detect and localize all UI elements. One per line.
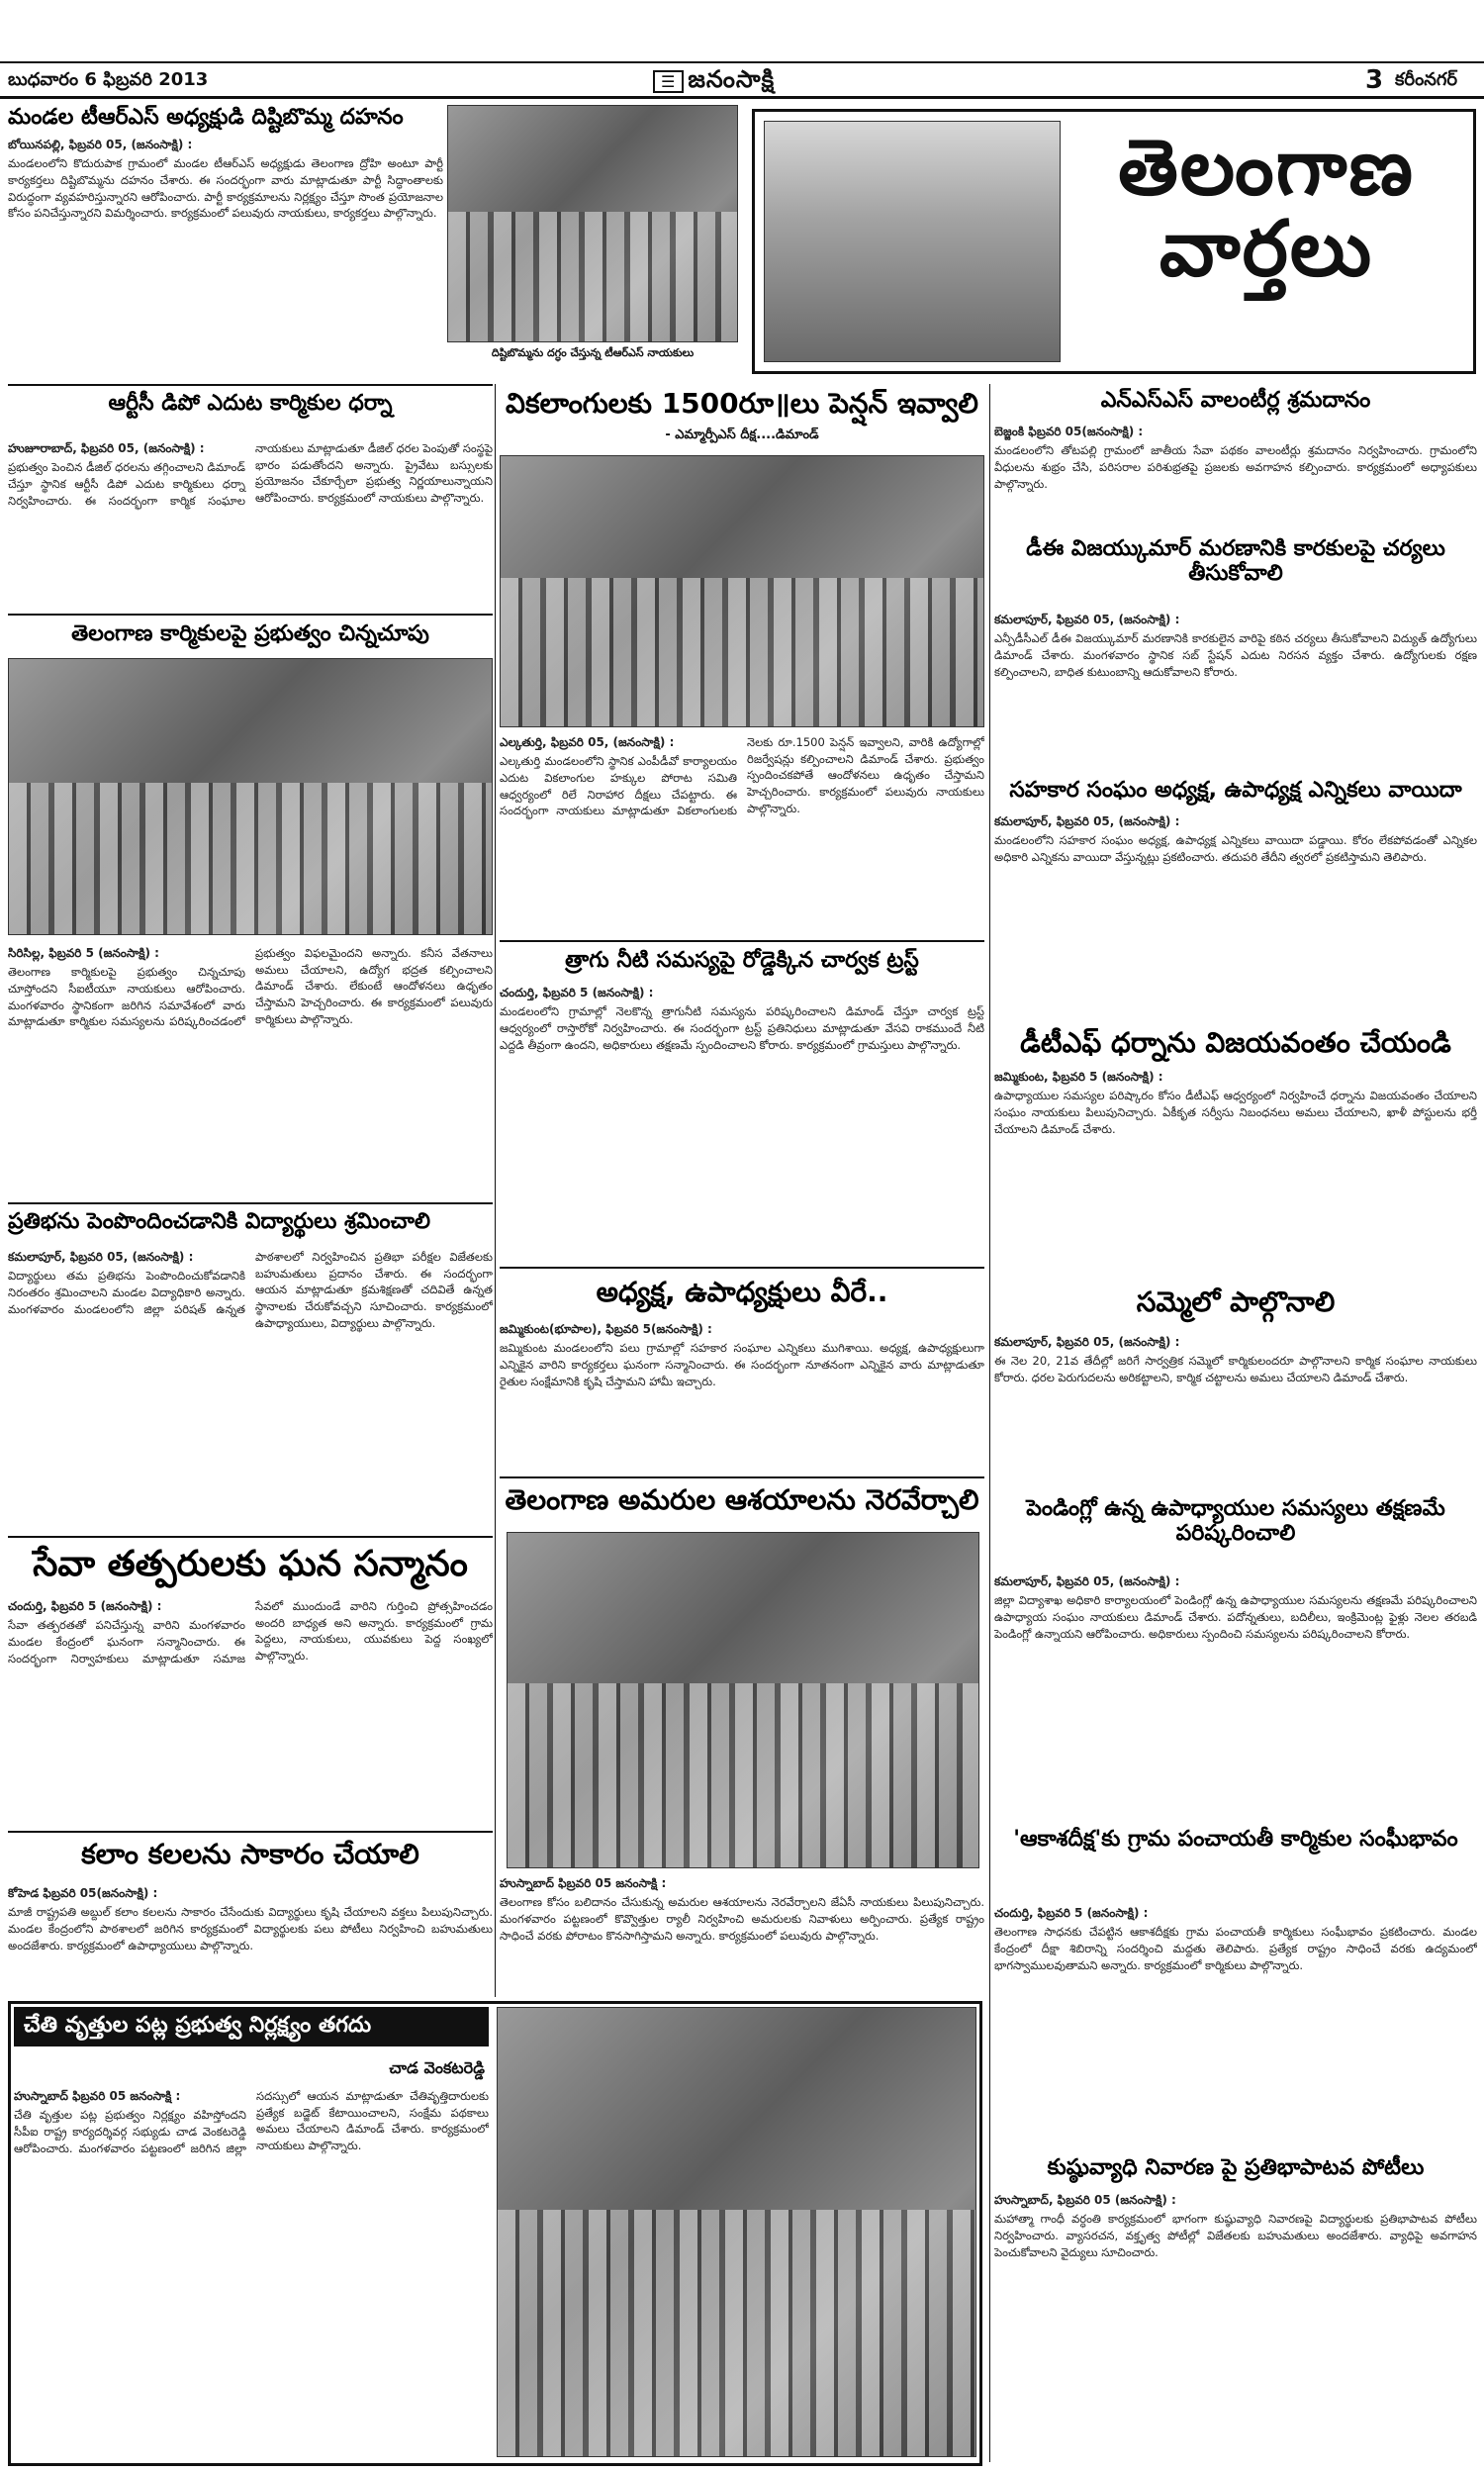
- article-text: మండలంలోని గ్రామాల్లో నెలకొన్న త్రాగునీటి సమస్యను పరిష్కరించాలని డిమాండ్ చేస్తూ చార్వక ట్రస్ట్ ఆధ్వర్యంలో రాస్తారోకో నిర్వహించారు. ఈ సందర్భంగా ట్రస్ట్ ప్రతినిధులు మాట్లాడుతూ వేసవి రాకముందే నీటి ఎద్దడి తీవ్రంగా ఉందని, అధికారులు తక్షణమే స్పందించాలని కోరారు. కార్యక్రమంలో గ్రామస్తులు పాల్గొన్నారు.: [500, 1004, 984, 1052]
- divider: [8, 384, 493, 386]
- article-text: మండలంలోని సహకార సంఘం అధ్యక్ష, ఉపాధ్యక్ష ఎన్నికలు వాయిదా పడ్డాయి. కోరం లేకపోవడంతో ఎన్నికల అధికారి ఎన్నికను వాయిదా వేస్తున్నట్లు ప్రకటించారు. తదుపరి తేదీని త్వరలో ప్రకటిస్తామని తెలిపారు.: [994, 833, 1477, 865]
- logo-mark-icon: ☰: [653, 70, 684, 93]
- article-headline: ప్రతిభను పెంపొందించడానికి విద్యార్థులు శ్రమించాలి: [8, 1209, 430, 1234]
- article-body: [994, 424, 1477, 530]
- article-headline: వికలాంగులకు 1500రూ॥లు పెన్షన్ ఇవ్వాలి: [506, 387, 978, 420]
- article-dateline: చందుర్తి, ఫిబ్రవరి 5 (జనంసాక్షి) :: [8, 1599, 162, 1613]
- article-headline: తెలంగాణ కార్మికులపై ప్రభుత్వం చిన్నచూపు: [71, 621, 429, 646]
- article-headline: కుష్ఠువ్యాధి నివారణ పై ప్రతిభాపాటవ పోటీలు: [1047, 2155, 1425, 2180]
- article-dateline: కమలాపూర్, ఫిబ్రవరి 05, (జనంసాక్షి) :: [994, 1335, 1180, 1349]
- divider: [8, 1831, 493, 1833]
- article-body: [500, 1321, 984, 1470]
- candle-rally-photo: [507, 1532, 979, 1868]
- column-rule: [495, 384, 496, 1997]
- article-headline: సమ్మెలో పాల్గొనాలి: [1136, 1285, 1336, 1318]
- effigy-photo: [447, 105, 738, 342]
- article-headline: కలాం కలలను సాకారం చేయాలి: [81, 1838, 419, 1870]
- article-dateline: కమలాపూర్, ఫిబ్రవరి 05, (జనంసాక్షి) :: [8, 1250, 194, 1264]
- seminar-photo: [497, 2007, 976, 2457]
- article-body: [994, 612, 1477, 772]
- article-text: ప్రభుత్వం పెంచిన డీజిల్ ధరలను తగ్గించాలని డిమాండ్ చేస్తూ స్థానిక ఆర్టీసీ డిపో ఎదుట కార్మికులు ధర్నా నిర్వహించారు. ఈ సందర్భంగా కార్మిక సంఘాల నాయకులు మాట్లాడుతూ డీజిల్ ధరల పెంపుతో సంస్థపై భారం పడుతోందని అన్నారు. ప్రైవేటు బస్సులకు ప్రయోజనం చేకూర్చేలా ప్రభుత్వ నిర్ణయాలున్నాయని ఆరోపించారు. కార్యక్రమంలో నాయకులు పాల్గొన్నారు.: [8, 441, 493, 508]
- masthead: [0, 61, 1484, 99]
- article-headline: తెలంగాణ అమరుల ఆశయాలను నెరవేర్చాలి: [505, 1483, 979, 1516]
- dharna-photo: [500, 455, 984, 727]
- article-text: సేవా తత్పరతతో పనిచేస్తున్న వారిని మంగళవారం మండల కేంద్రంలో ఘనంగా సన్మానించారు. ఈ సందర్భంగా నిర్వాహకులు మాట్లాడుతూ సమాజ సేవలో ముందుండే వారిని గుర్తించి ప్రోత్సహించడం అందరి బాధ్యత అని అన్నారు. కార్యక్రమంలో గ్రామ పెద్దలు, నాయకులు, యువకులు పెద్ద సంఖ్యలో పాల్గొన్నారు.: [8, 1599, 493, 1665]
- article-dateline: బోయినపల్లి, ఫిబ్రవరి 05, (జనంసాక్షి) :: [8, 138, 193, 151]
- article-body: [994, 2192, 1477, 2459]
- article-body: [994, 1573, 1477, 1821]
- article-headline: ఎన్ఎస్ఎస్ వాలంటీర్ల శ్రమదానం: [1100, 388, 1371, 413]
- article-dateline: హుస్నాబాద్ ఫిబ్రవరి 05 జనంసాక్షి :: [500, 1876, 667, 1890]
- column-rule: [989, 384, 990, 2462]
- workers-photo: [8, 658, 493, 935]
- divider: [500, 940, 984, 942]
- article-headline: అధ్యక్ష, ఉపాధ్యక్షులు వీరే..: [596, 1276, 888, 1308]
- article-body: [8, 1249, 493, 1531]
- article-dateline: చందుర్తి, ఫిబ్రవరి 5 (జనంసాక్షి) :: [994, 1906, 1149, 1920]
- feature-title: [1068, 124, 1464, 294]
- article-headline: 'ఆకాశదీక్ష'కు గ్రామ పంచాయతీ కార్మికుల సంఘీభావం: [1013, 1827, 1458, 1852]
- article-text: ఎన్పీడీసీఎల్ డీఈ విజయ్కుమార్ మరణానికి కారకులైన వారిపై కఠిన చర్యలు తీసుకోవాలని విద్యుత్ ఉద్యోగులు డిమాండ్ చేశారు. మంగళవారం స్థానిక సబ్ స్టేషన్ ఎదుట నిరసన వ్యక్తం చేశారు. ఉద్యోగులకు రక్షణ కల్పించాలని, బాధిత కుటుంబాన్ని ఆదుకోవాలని కోరారు.: [994, 631, 1477, 679]
- article-text: మండలంలోని కొదురుపాక గ్రామంలో మండల టీఆర్ఎస్ అధ్యక్షుడు తెలంగాణ ద్రోహి అంటూ పార్టీ కార్యకర్తలు దిష్టిబొమ్మను దహనం చేశారు. ఈ సందర్భంగా వారు మాట్లాడుతూ పార్టీ సిద్ధాంతాలకు విరుద్ధంగా వ్యవహరిస్తున్నారని ఆరోపించారు. పార్టీ కార్యక్రమాలను నిర్లక్ష్యం చేస్తూ సొంత ప్రయోజనాల కోసం పనిచేస్తున్నారని విమర్శించారు. కార్యక్రమంలో పలువురు నాయకులు, కార్యకర్తలు పాల్గొన్నారు.: [8, 156, 443, 221]
- article-dateline: కమలాపూర్, ఫిబ్రవరి 05, (జనంసాక్షి) :: [994, 1574, 1180, 1588]
- divider: [8, 1202, 493, 1204]
- masthead-date: బుధవారం 6 ఫిబ్రవరి 2013: [8, 69, 209, 90]
- article-text: మహాత్మా గాంధీ వర్ధంతి కార్యక్రమంలో భాగంగా కుష్ఠువ్యాధి నివారణపై విద్యార్థులకు ప్రతిభాపాటవ పోటీలు నిర్వహించారు. వ్యాసరచన, వక్తృత్వ పోటీల్లో విజేతలకు బహుమతులు అందజేశారు. వ్యాధిపై అవగాహన పెంచుకోవాలని వైద్యులు సూచించారు.: [994, 2212, 1477, 2259]
- article-body: [994, 1905, 1477, 2147]
- article-subhead: - ఎమ్మార్పీఎస్ దీక్ష....డిమాండ్: [665, 428, 819, 442]
- article-text: ఎల్కతుర్తి మండలంలోని స్థానిక ఎంపీడీవో కార్యాలయం ఎదుట వికలాంగుల హక్కుల పోరాట సమితి ఆధ్వర్యంలో రిలే నిరాహార దీక్షలు చేపట్టారు. ఈ సందర్భంగా నాయకులు మాట్లాడుతూ వికలాంగులకు నెలకు రూ.1500 పెన్షన్ ఇవ్వాలని, వారికి ఉద్యోగాల్లో రిజర్వేషన్లు కల్పించాలని డిమాండ్ చేశారు. ప్రభుత్వం స్పందించకపోతే ఆందోళనలు ఉధృతం చేస్తామని హెచ్చరించారు. కార్యక్రమంలో పలువురు నాయకులు పాల్గొన్నారు.: [500, 735, 984, 818]
- article-text: ఈ నెల 20, 21వ తేదీల్లో జరిగే సార్వత్రిక సమ్మెలో కార్మికులందరూ పాల్గొనాలని కార్మిక సంఘాల నాయకులు కోరారు. ధరల పెరుగుదలను అరికట్టాలని, కార్మిక చట్టాలను అమలు చేయాలని డిమాండ్ చేశారు.: [994, 1354, 1477, 1385]
- article-text: మాజీ రాష్ట్రపతి అబ్దుల్ కలాం కలలను సాకారం చేసేందుకు విద్యార్థులు కృషి చేయాలని వక్తలు పిలుపునిచ్చారు. మండల కేంద్రంలోని పాఠశాలలో జరిగిన కార్యక్రమంలో విద్యార్థులకు పలు పోటీలు నిర్వహించి బహుమతులు అందజేశారు. కార్యక్రమంలో ఉపాధ్యాయులు పాల్గొన్నారు.: [8, 1905, 493, 1952]
- article-text: ఉపాధ్యాయుల సమస్యల పరిష్కారం కోసం డీటీఎఫ్ ఆధ్వర్యంలో నిర్వహించే ధర్నాను విజయవంతం చేయాలని సంఘం నాయకులు పిలుపునిచ్చారు. ఏకీకృత సర్వీసు నిబంధనలు అమలు చేయాలని, ఖాళీ పోస్టులను భర్తీ చేయాలని డిమాండ్ చేశారు.: [994, 1089, 1477, 1136]
- divider: [500, 1267, 984, 1269]
- article-text: మండలంలోని తోటపల్లి గ్రామంలో జాతీయ సేవా పథకం వాలంటీర్లు శ్రమదానం నిర్వహించారు. గ్రామంలోని వీధులను శుభ్రం చేసి, పరిసరాల పరిశుభ్రతపై ప్రజలకు అవగాహన కల్పించారు. కార్యక్రమంలో అధ్యాపకులు పాల్గొన్నారు.: [994, 443, 1477, 491]
- article-body: [500, 1875, 984, 1994]
- article-text: జిల్లా విద్యాశాఖ అధికారి కార్యాలయంలో పెండింగ్లో ఉన్న ఉపాధ్యాయుల సమస్యలను తక్షణమే పరిష్కరించాలని ఉపాధ్యాయ సంఘం నాయకులు డిమాండ్ చేశారు. పదోన్నతులు, బదిలీలు, ఇంక్రిమెంట్ల ఫైళ్లు నెలల తరబడి పెండింగ్లో ఉన్నాయని ఆరోపించారు. అధికారులు స్పందించి సమస్యలను పరిష్కరించాలని కోరారు.: [994, 1593, 1477, 1641]
- page-number: 3: [1365, 65, 1384, 95]
- article-headline: త్రాగు నీటి సమస్యపై రోడ్డెక్కిన చార్వక ట్రస్ట్: [565, 948, 919, 973]
- article-body: [14, 2088, 489, 2459]
- article-body: [8, 945, 493, 1197]
- article-dateline: కమలాపూర్, ఫిబ్రవరి 05, (జనంసాక్షి) :: [994, 613, 1180, 626]
- article-body: [994, 1334, 1477, 1492]
- feature-title-line2: వార్తలు: [1159, 204, 1374, 294]
- article-text: చేతి వృత్తుల పట్ల ప్రభుత్వం నిర్లక్ష్యం వహిస్తోందని సీపీఐ రాష్ట్ర కార్యదర్శివర్గ సభ్యుడు చాడ వెంకటరెడ్డి ఆరోపించారు. మంగళవారం పట్టణంలో జరిగిన జిల్లా సదస్సులో ఆయన మాట్లాడుతూ చేతివృత్తిదారులకు ప్రత్యేక బడ్జెట్ కేటాయించాలని, సంక్షేమ పథకాలు అమలు చేయాలని డిమాండ్ చేశారు. కార్యక్రమంలో నాయకులు పాల్గొన్నారు.: [14, 2089, 489, 2155]
- article-dateline: కోహెడ ఫిబ్రవరి 05(జనంసాక్షి) :: [8, 1886, 158, 1900]
- logo-text: జనంసాక్షి: [688, 65, 776, 93]
- section-name: కరీంనగర్: [1395, 69, 1457, 90]
- article-byline: చాడ వెంకటరెడ్డి: [389, 2058, 485, 2077]
- article-headline: డీఈ విజయ్కుమార్ మరణానికి కారకులపై చర్యలు తీసుకోవాలి: [1026, 536, 1445, 587]
- article-dateline: సిరిసిల్ల, ఫిబ్రవరి 5 (జనంసాక్షి) :: [8, 946, 159, 960]
- feature-title-line1: తెలంగాణ: [1118, 124, 1415, 213]
- article-text: విద్యార్థులు తమ ప్రతిభను పెంపొందించుకోవడానికి నిరంతరం శ్రమించాలని మండల విద్యాధికారి అన్నారు. మంగళవారం మండలంలోని జిల్లా పరిషత్ ఉన్నత పాఠశాలలో నిర్వహించిన ప్రతిభా పరీక్షల విజేతలకు బహుమతులు ప్రదానం చేశారు. ఈ సందర్భంగా ఆయన మాట్లాడుతూ క్రమశిక్షణతో చదివితే ఉన్నత స్థానాలకు చేరుకోవచ్చని సూచించారు. కార్యక్రమంలో ఉపాధ్యాయులు, విద్యార్థులు పాల్గొన్నారు.: [8, 1250, 493, 1330]
- article-dateline: హుస్నాబాద్ ఫిబ్రవరి 05 జనంసాక్షి :: [14, 2089, 181, 2103]
- article-body: [8, 137, 443, 379]
- article-headline: ఆర్టీసీ డిపో ఎదుట కార్మికుల ధర్నా: [108, 391, 393, 416]
- article-dateline: జమ్మికుంట, ఫిబ్రవరి 5 (జనంసాక్షి) :: [994, 1070, 1163, 1084]
- fort-photo: [764, 121, 1061, 362]
- article-dateline: కమలాపూర్, ఫిబ్రవరి 05, (జనంసాక్షి) :: [994, 814, 1180, 828]
- article-body: [500, 734, 984, 932]
- article-text: తెలంగాణ సాధనకు చేపట్టిన ఆకాశదీక్షకు గ్రామ పంచాయతీ కార్మికులు సంఘీభావం ప్రకటించారు. మండల కేంద్రంలో దీక్షా శిబిరాన్ని సందర్శించి మద్దతు తెలిపారు. ప్రత్యేక రాష్ట్రం సాధించే వరకు ఉద్యమంలో భాగస్వాములవుతామని అన్నారు. కార్యక్రమంలో కార్మికులు పాల్గొన్నారు.: [994, 1925, 1477, 1972]
- article-body: [994, 1069, 1477, 1282]
- article-body: [8, 440, 493, 609]
- article-dateline: బెజ్జంకి ఫిబ్రవరి 05(జనంసాక్షి) :: [994, 425, 1144, 438]
- article-dateline: ఎల్కతుర్తి, ఫిబ్రవరి 05, (జనంసాక్షి) :: [500, 735, 675, 749]
- divider: [8, 1536, 493, 1538]
- article-headline: సహకార సంఘం అధ్యక్ష, ఉపాధ్యక్ష ఎన్నికలు వాయిదా: [1009, 778, 1462, 803]
- article-text: తెలంగాణ కార్మికులపై ప్రభుత్వం చిన్నచూపు చూస్తోందని సీఐటీయూ నాయకులు ఆరోపించారు. మంగళవారం స్థానికంగా జరిగిన సమావేశంలో వారు మాట్లాడుతూ కార్మికుల సమస్యలను పరిష్కరించడంలో ప్రభుత్వం విఫలమైందని అన్నారు. కనీస వేతనాలు అమలు చేయాలని, ఉద్యోగ భద్రత కల్పించాలని డిమాండ్ చేశారు. లేకుంటే ఆందోళనలు ఉధృతం చేస్తామని హెచ్చరించారు. ఈ కార్యక్రమంలో పలువురు కార్మికులు పాల్గొన్నారు.: [8, 946, 493, 1029]
- article-body: [8, 1598, 493, 1826]
- article-body: [500, 985, 984, 1262]
- article-dateline: హుజూరాబాద్, ఫిబ్రవరి 05, (జనంసాక్షి) :: [8, 441, 205, 455]
- article-headline: చేతి వృత్తుల పట్ల ప్రభుత్వ నిర్లక్ష్యం తగదు: [14, 2007, 489, 2046]
- article-headline: మండల టీఆర్ఎస్ అధ్యక్షుడి దిష్టిబొమ్మ దహనం: [8, 105, 404, 130]
- article-dateline: జమ్మికుంట(భూపాల), ఫిబ్రవరి 5(జనంసాక్షి) :: [500, 1322, 712, 1336]
- photo-caption: దిష్టిబొమ్మను దగ్ధం చేస్తున్న టీఆర్ఎస్ నాయకులు: [491, 346, 695, 359]
- divider: [8, 614, 493, 616]
- article-dateline: చందుర్తి, ఫిబ్రవరి 5 (జనంసాక్షి) :: [500, 986, 654, 999]
- article-headline: పెండింగ్లో ఉన్న ఉపాధ్యాయుల సమస్యలు తక్షణమే పరిష్కరించాలి: [1026, 1496, 1445, 1547]
- article-dateline: హుస్నాబాద్, ఫిబ్రవరి 05 (జనంసాక్షి) :: [994, 2193, 1176, 2207]
- article-body: [8, 1885, 493, 1999]
- article-headline: డీటీఎఫ్ ధర్నాను విజయవంతం చేయండి: [1020, 1026, 1451, 1059]
- article-body: [994, 813, 1477, 1021]
- divider: [500, 1476, 984, 1478]
- article-text: జమ్మికుంట మండలంలోని పలు గ్రామాల్లో సహకార సంఘాల ఎన్నికలు ముగిశాయి. అధ్యక్ష, ఉపాధ్యక్షులుగా ఎన్నికైన వారిని కార్యకర్తలు ఘనంగా సన్మానించారు. ఈ సందర్భంగా నూతనంగా ఎన్నికైన వారు మాట్లాడుతూ రైతుల సంక్షేమానికి కృషి చేస్తామని హామీ ఇచ్చారు.: [500, 1341, 984, 1388]
- masthead-logo: [653, 65, 775, 99]
- article-headline: సేవా తత్పరులకు ఘన సన్మానం: [33, 1544, 468, 1584]
- article-text: తెలంగాణ కోసం బలిదానం చేసుకున్న అమరుల ఆశయాలను నెరవేర్చాలని జేఏసీ నాయకులు పిలుపునిచ్చారు. మంగళవారం పట్టణంలో కొవ్వొత్తుల ర్యాలీ నిర్వహించి అమరులకు నివాళులు అర్పించారు. ప్రత్యేక రాష్ట్రం సాధించే వరకు పోరాటం కొనసాగిస్తామని అన్నారు. కార్యక్రమంలో పలువురు పాల్గొన్నారు.: [500, 1895, 984, 1943]
